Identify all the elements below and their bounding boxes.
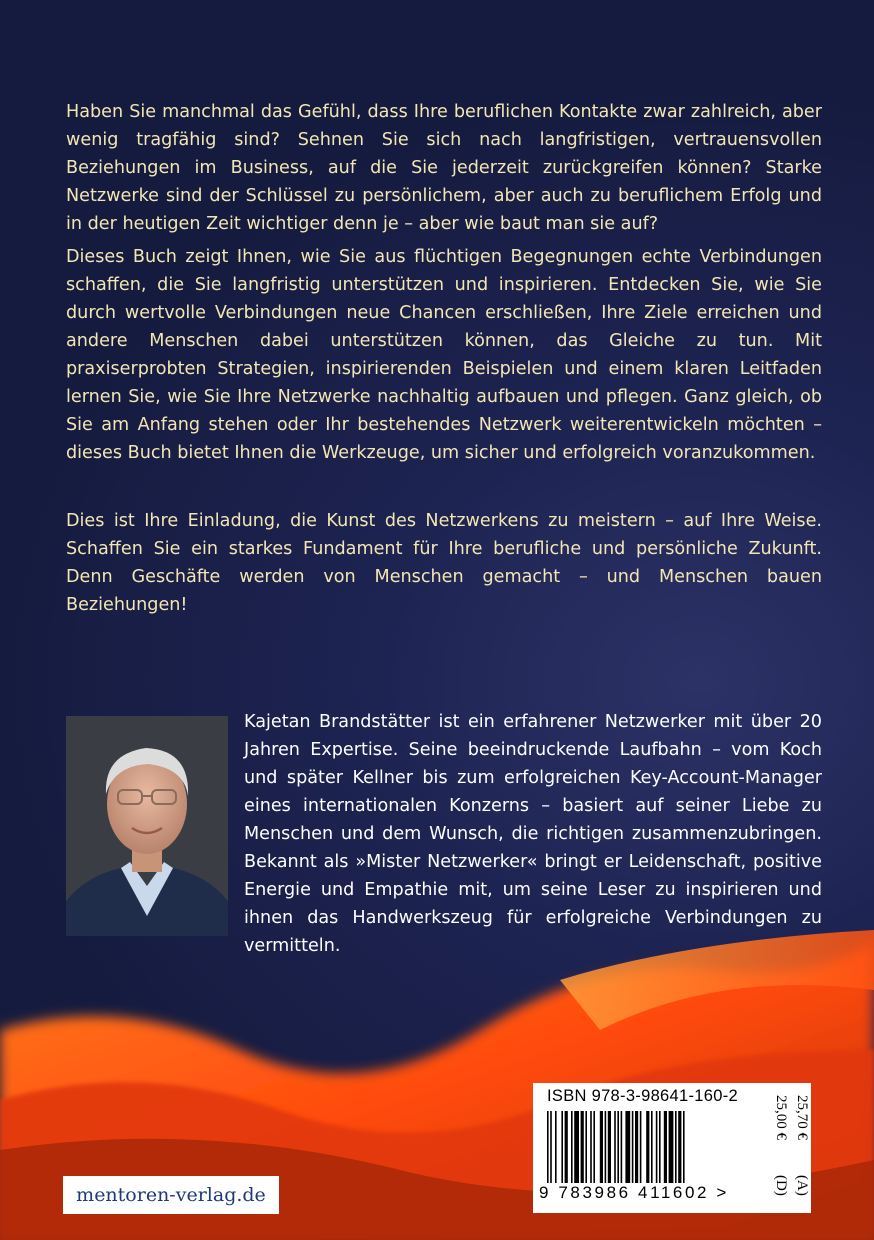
isbn-barcode — [533, 1083, 811, 1213]
blurb-paragraph-1: Haben Sie manchmal das Gefühl, dass Ihre beruflichen Kontakte zwar zahlreich, aber wenig tragfähig sind? Sehnen Sie sich nach langfristigen, vertrauensvollen Beziehungen im Business, auf die Sie jederzeit zurückgreifen können? Starke Netzwerke sind der Schlüssel zu persönlichem, aber auch zu beruflichem Erfolg und in der heutigen Zeit wichtiger denn je – aber wie baut man sie auf? — [66, 102, 822, 234]
price-austria: 25,70 € — [794, 1095, 810, 1140]
isbn-label: ISBN 978-3-98641-160-2 — [547, 1087, 738, 1105]
barcode-bars — [545, 1111, 755, 1185]
blurb-paragraph-3: Dies ist Ihre Einladung, die Kunst des Netzwerkens zu meistern – auf Ihre Weise. Schaffen Sie ein starkes Fundament für Ihre berufliche und persönliche Zukunft. Denn Geschäfte werden von Menschen gemacht – und Menschen bauen Beziehungen! — [66, 511, 822, 615]
blurb-paragraph-2: Dieses Buch zeigt Ihnen, wie Sie aus flüchtigen Begegnungen echte Verbindungen schaffen, die Sie langfristig unterstützen und inspirieren. Entdecken Sie, wie Sie durch wertvolle Verbindungen neue Chancen erschließen, Ihre Ziele erreichen und andere Menschen dabei unterstützen können, das Gleiche zu tun. Mit praxiserprobten Strategien, inspirierenden Beispielen und einem klaren Leitfaden lernen Sie, wie Sie Ihre Netzwerke nachhaltig aufbauen und pflegen. Ganz gleich, ob Sie am Anfang stehen oder Ihr bestehendes Netzwerk weiterentwickeln möchten – dieses Buch bietet Ihnen die Werkzeuge, um sicher und erfolgreich voranzukommen. — [66, 247, 822, 463]
price-austria-code: (A) — [794, 1175, 810, 1196]
publisher-website: mentoren-verlag.de — [63, 1176, 279, 1214]
price-germany-code: (D) — [773, 1175, 789, 1196]
price-germany: 25,00 € — [773, 1095, 789, 1140]
ean-digits: 9 783986 411602 > — [539, 1183, 729, 1202]
author-bio: Kajetan Brandstätter ist ein erfahrener Netzwerker mit über 20 Jahren Expertise. Seine beeindruckende Laufbahn – vom Koch und später Kellner bis zum erfolgreichen Key-Account-Manager eines internationalen Konzerns – basiert auf seiner Liebe zu Menschen und dem Wunsch, die richtigen zusammenzubringen. Bekannt als »Mister Netzwerker« bringt er Leidenschaft, positive Energie und Empathie mit, um seine Leser zu inspirieren und ihnen das Handwerkszeug für erfolgreiche Verbindungen zu vermitteln. — [244, 712, 822, 956]
